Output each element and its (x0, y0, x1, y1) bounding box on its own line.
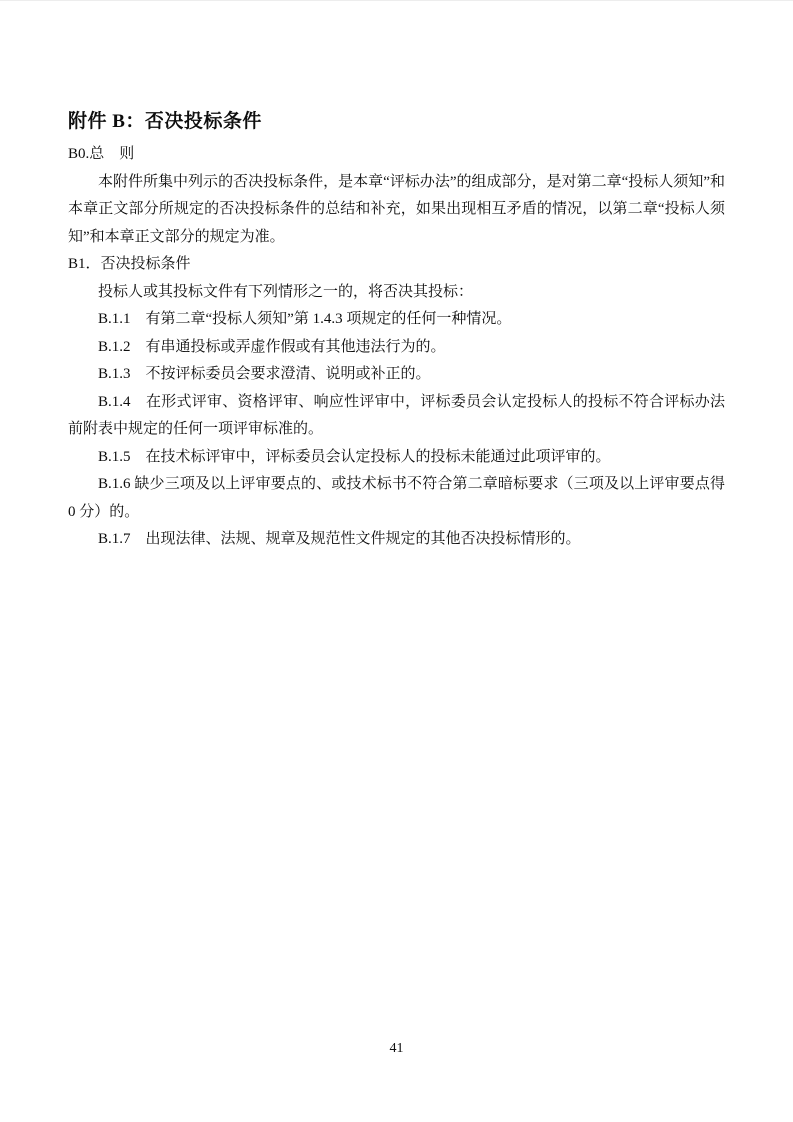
clause-b1-7: B.1.7 出现法律、法规、规章及规范性文件规定的其他否决投标情形的。 (98, 531, 581, 547)
clause-b1-3: B.1.3 不按评标委员会要求澄清、说明或补正的。 (98, 366, 431, 382)
page-number: 41 (389, 1041, 404, 1056)
clause-b1-5: B.1.5 在技术标评审中，评标委员会认定投标人的投标未能通过此项评审的。 (98, 448, 611, 465)
clause-b1-2: B.1.2 有串通投标或弄虚作假或有其他违法行为的。 (98, 338, 446, 355)
paragraph-general-provisions: 本附件所集中列示的否决投标条件，是本章“评标办法”的组成部分，是对第二章“投标人须知”和本章正文部分所规定的否决投标条件的总结和补充，如果出现相互矛盾的情况，以第二章“投标人须知”和本章正文部分的规定为准。 (68, 173, 725, 245)
clause-b1-4: B.1.4 在形式评审、资格评审、响应性评审中，评标委员会认定投标人的投标不符合评标办法前附表中规定的任何一项评审标准的。 (68, 393, 725, 437)
document-content (0, 1, 793, 554)
clause-b1-6: B.1.6 缺少三项及以上评审要点的、或技术标书不符合第二章暗标要求（三项及以上评审要点得 0 分）的。 (68, 476, 725, 520)
paragraph-b1-intro: 投标人或其投标文件有下列情形之一的，将否决其投标： (98, 283, 474, 300)
section-heading-b1: B1．否决投标条件 (68, 256, 191, 272)
clause-b1-1: B.1.1 有第二章“投标人须知”第 1.4.3 项规定的任何一种情况。 (98, 311, 512, 327)
document-title: 附件 B：否决投标条件 (68, 111, 262, 132)
section-heading-b0: B0.总 则 (68, 146, 135, 162)
